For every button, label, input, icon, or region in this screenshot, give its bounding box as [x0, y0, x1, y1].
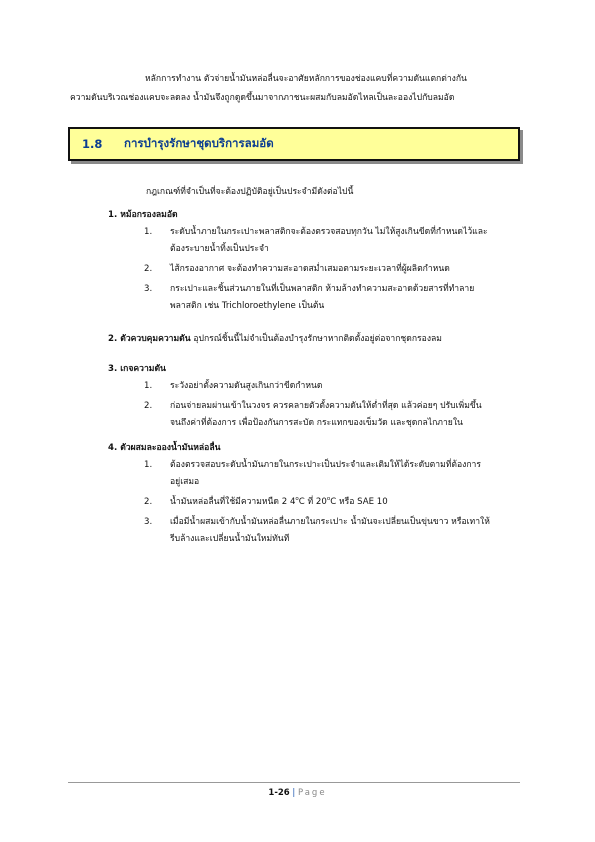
list-item: 2. ก่อนจ่ายลมผ่านเข้าในวงจร ควรคลายตัวตั้งความดันให้ต่ำที่สุด แล้วค่อยๆ ปรับเพิ่มขึ้น จนถึงค่าที่ต้องการ เพื่อป้องกันการสะบัด กระแทกของเข็มวัด และชุดกลไกภายใน	[144, 401, 482, 428]
intro-paragraph	[70, 70, 540, 108]
list-item: 2. น้ำมันหล่อลื่นที่ใช้มีความหนืด 2 4$^o$C ที่ 20$^o$C หรือ SAE 10	[108, 494, 533, 511]
section-title-lubricator: 4. ตัวผสมละอองน้ำมันหล่อลื่น	[108, 443, 221, 453]
page-number: 1-26	[268, 788, 290, 798]
section-heading-box	[68, 127, 520, 161]
list-item: 1. ต้องตรวจสอบระดับน้ำมันภายในกระเปาะเป็นประจำและเติมให้ได้ระดับตามที่ต้องการ อยู่เสมอ	[144, 460, 481, 487]
section-filter	[108, 206, 533, 315]
intro-line-2: ความดันบริเวณช่องแคบจะลดลง น้ำมันจึงถูกดูดขึ้นมาจากภาชนะผสมกับลมอัดไหลเป็นละอองไปกับลมอัด	[70, 93, 455, 103]
footer-rule	[68, 782, 520, 783]
page-footer	[0, 788, 595, 798]
section-title-filter: 1. หม้อกรองลมอัด	[108, 210, 178, 220]
viscosity-line: น้ำมันหล่อลื่นที่ใช้มีความหนืด 2 4$^o$C ที่ 20$^o$C หรือ SAE 10	[170, 496, 388, 507]
lead-sentence: กฎเกณฑ์ที่จำเป็นที่จะต้องปฏิบัติอยู่เป็นประจำมีดังต่อไปนี้	[146, 187, 354, 197]
section-lubricator	[108, 439, 533, 548]
list-item: 2. ไส้กรองอากาศ จะต้องทำความสะอาดสม่ำเสมอตามระยะเวลาที่ผู้ผลิตกำหนด	[144, 264, 450, 274]
list-item: 3. กระเปาะและชิ้นส่วนภายในที่เป็นพลาสติก ห้ามล้างทำความสะอาดด้วยสารที่ทำลาย พลาสติก เช่น Trichloroethylene เป็นต้น	[144, 284, 475, 311]
footer-separator: |	[292, 788, 296, 798]
section-title-regulator: 2. ตัวควบคุมความดัน	[108, 334, 191, 344]
section-title: การบำรุงรักษาชุดบริการลมอัด	[124, 136, 274, 150]
section-title-gauge: 3. เกจความดัน	[108, 364, 166, 374]
section-number: 1.8	[82, 137, 103, 151]
page-label: Page	[297, 788, 327, 798]
list-item: 1. ระวังอย่าตั้งความดันสูงเกินกว่าขีดกำหนด	[144, 381, 323, 391]
section-regulator	[108, 330, 533, 348]
list-item: 3. เมื่อมีน้ำผสมเข้ากับน้ำมันหล่อลื่นภายในกระเปาะ น้ำมันจะเปลี่ยนเป็นขุ่นขาว หรือเทาให้ รีบล้างและเปลี่ยนน้ำมันใหม่ทันที	[144, 517, 490, 544]
section-gauge	[108, 360, 533, 432]
intro-line-1: หลักการทำงาน ตัวจ่ายน้ำมันหล่อลื่นจะอาศัยหลักการของช่องแคบที่ความดันแตกต่างกัน	[145, 74, 467, 84]
list-item: 1. ระดับน้ำภายในกระเปาะพลาสติกจะต้องตรวจสอบทุกวัน ไม่ให้สูงเกินขีดที่กำหนดไว้และ ต้องระบายน้ำทิ้งเป็นประจำ	[144, 227, 488, 254]
section-desc-regulator: อุปกรณ์ชิ้นนี้ไม่จำเป็นต้องบำรุงรักษาหากติดตั้งอยู่ต่อจากชุดกรองลม	[190, 334, 442, 344]
